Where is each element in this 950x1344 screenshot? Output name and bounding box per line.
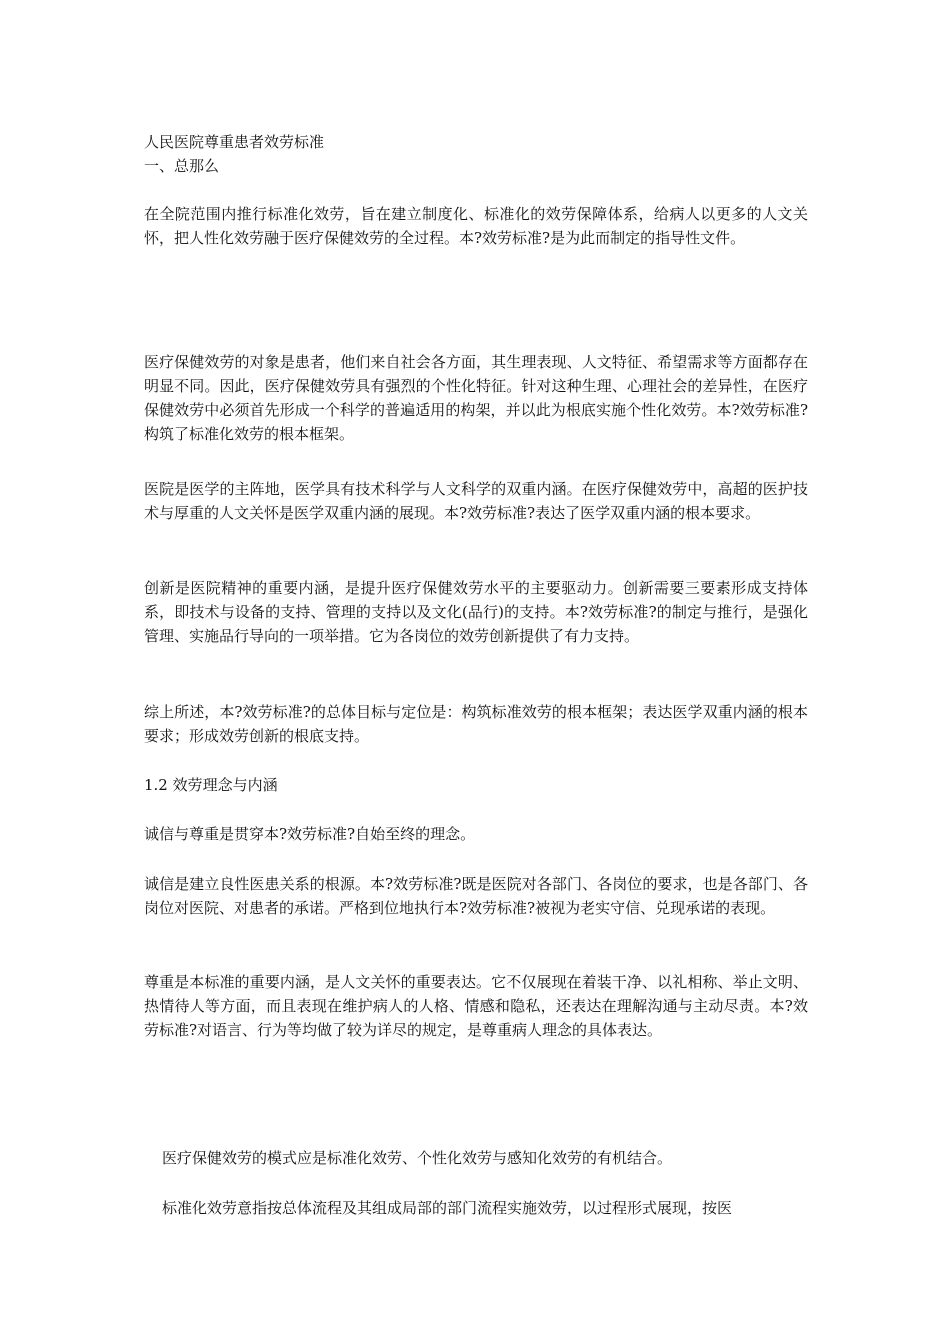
paragraph-patients: 医疗保健效劳的对象是患者，他们来自社会各方面，其生理表现、人文特征、希望需求等方面都存在明显不同。因此，医疗保健效劳具有强烈的个性化特征。针对这种生理、心理社会的差异性，在医疗保健效劳中必须首先形成一个科学的普遍适用的构架，并以此为根底实施个性化效劳。本?效劳标准?构筑了标准化效劳的根本框架。 — [144, 353, 808, 443]
paragraph-innovation: 创新是医院精神的重要内涵，是提升医疗保健效劳水平的主要驱动力。创新需要三要素形成支持体系，即技术与设备的支持、管理的支持以及文化(品行)的支持。本?效劳标准?的制定与推行，是强化管理、实施品行导向的一项举措。它为各岗位的效劳创新提供了有力支持。 — [144, 579, 808, 645]
document-title: 人民医院尊重患者效劳标准 — [144, 133, 325, 151]
paragraph-purpose: 在全院范围内推行标准化效劳，旨在建立制度化、标准化的效劳保障体系，给病人以更多的人文关怀，把人性化效劳融于医疗保健效劳的全过程。本?效劳标准?是为此而制定的指导性文件。 — [144, 205, 808, 247]
subheading-1-2: 1.2 效劳理念与内涵 — [144, 776, 278, 794]
paragraph-standardized: 标准化效劳意指按总体流程及其组成局部的部门流程实施效劳，以过程形式展现，按医 — [162, 1199, 733, 1217]
paragraph-service-model: 医疗保健效劳的模式应是标准化效劳、个性化效劳与感知化效劳的有机结合。 — [162, 1149, 673, 1167]
paragraph-medicine: 医院是医学的主阵地，医学具有技术科学与人文科学的双重内涵。在医疗保健效劳中，高超的医护技术与厚重的人文关怀是医学双重内涵的展现。本?效劳标准?表达了医学双重内涵的根本要求。 — [144, 480, 808, 522]
paragraph-summary: 综上所述，本?效劳标准?的总体目标与定位是：构筑标准效劳的根本框架；表达医学双重内涵的根本要求；形成效劳创新的根底支持。 — [144, 703, 808, 745]
section-heading: 一、总那么 — [144, 157, 220, 175]
paragraph-integrity: 诚信是建立良性医患关系的根源。本?效劳标准?既是医院对各部门、各岗位的要求，也是各部门、各岗位对医院、对患者的承诺。严格到位地执行本?效劳标准?被视为老实守信、兑现承诺的表现。 — [144, 875, 808, 917]
paragraph-respect: 尊重是本标准的重要内涵，是人文关怀的重要表达。它不仅展现在着装干净、以礼相称、举止文明、热情待人等方面，而且表现在维护病人的人格、情感和隐私，还表达在理解沟通与主动尽责。本?效劳标准?对语言、行为等均做了较为详尽的规定，是尊重病人理念的具体表达。 — [144, 973, 808, 1039]
paragraph-concept: 诚信与尊重是贯穿本?效劳标准?自始至终的理念。 — [144, 825, 476, 843]
